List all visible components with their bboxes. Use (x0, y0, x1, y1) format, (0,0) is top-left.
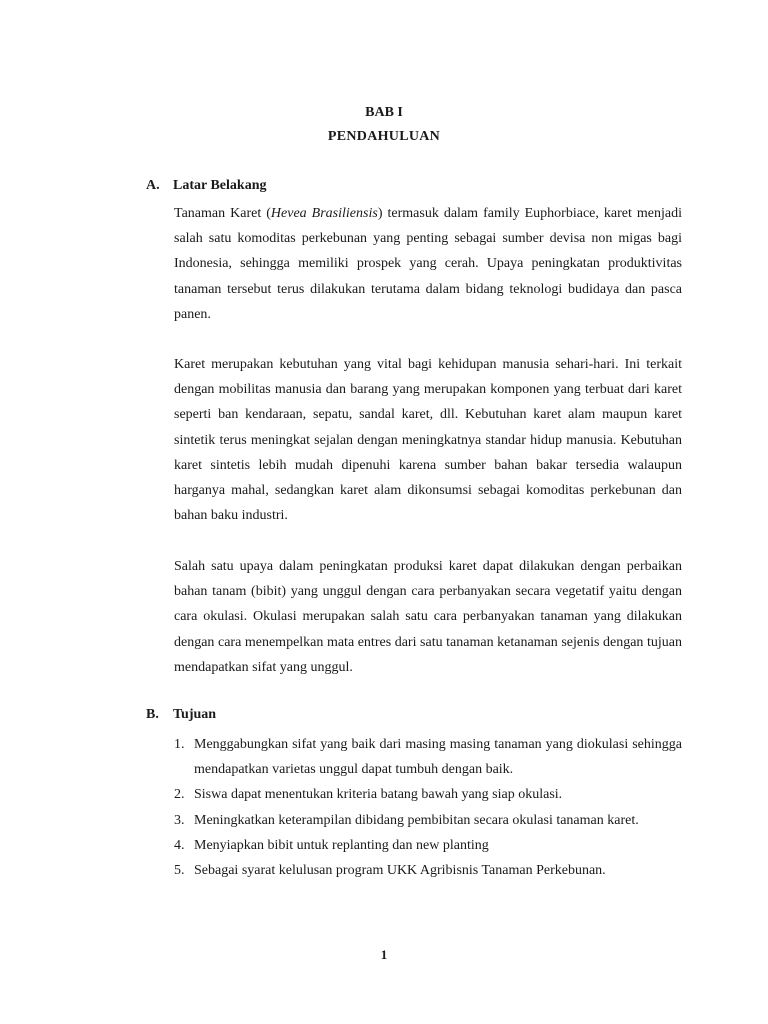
list-item-number: 3. (174, 812, 185, 828)
chapter-number: BAB I (365, 105, 403, 120)
list-item-text: Siswa dapat menentukan kriteria batang bawah yang siap okulasi. (194, 787, 563, 803)
list-item-number: 4. (174, 837, 185, 853)
list-item (174, 732, 682, 782)
goals-list (174, 732, 682, 883)
chapter-title: PENDAHULUAN (327, 129, 441, 144)
section-title: Latar Belakang (173, 178, 267, 193)
paragraph-2: Karet merupakan kebutuhan yang vital bagi kehidupan manusia sehari-hari. Ini terkait dengan mobilitas manusia dan barang yang merupakan komponen yang terbuat dari karet seperti ban kendaraan, sepatu, sandal karet, dll. Kebutuhan karet alam maupun karet sintetik terus meningkat sejalan dengan meningkatnya standar hidup manusia. Kebutuhan karet sintetis lebih mudah dipenuhi karena sumber bahan bakar tersedia walaupun harganya mahal, sedangkan karet alam dikonsumsi sebagai komoditas perkebunan dan bahan baku industri. (174, 357, 682, 524)
section-letter: A. (146, 178, 160, 193)
list-item (174, 858, 682, 883)
paragraph-1 (174, 201, 682, 327)
list-item-number: 2. (174, 787, 185, 803)
list-item (174, 782, 682, 807)
section-letter: B. (146, 707, 159, 722)
list-item-text: Meningkatkan keterampilan dibidang pembibitan secara okulasi tanaman karet. (194, 812, 639, 828)
paragraph-1-text-start: Tanaman Karet ( (174, 206, 271, 221)
list-item (174, 833, 682, 858)
list-item-text: Menggabungkan sifat yang baik dari masing masing tanaman yang diokulasi sehingga mendapatkan varietas unggul dapat tumbuh dengan baik. (194, 737, 682, 778)
section-heading-tujuan (146, 707, 216, 723)
paragraph-3: Salah satu upaya dalam peningkatan produksi karet dapat dilakukan dengan perbaikan bahan tanam (bibit) yang unggul dengan cara perbanyakan secara vegetatif yaitu dengan cara okulasi. Okulasi merupakan salah satu cara perbanyakan tanaman yang dilakukan dengan cara menempelkan mata entres dari satu tanaman ketanaman sejenis dengan tujuan mendapatkan sifat yang unggul. (174, 559, 682, 675)
section-heading-latar-belakang (146, 178, 266, 194)
list-item-number: 1. (174, 737, 185, 752)
paragraph-1-text-rest: ) termasuk dalam family Euphorbiace, karet menjadi salah satu komoditas perkebunan yang penting sebagai sumber devisa non migas bagi Indonesia, sehingga memiliki prospek yang cerah. Upaya peningkatan produktivitas tanaman tersebut terus dilakukan terutama dalam bidang teknologi budidaya dan pasca panen. (174, 206, 683, 322)
list-item-number: 5. (174, 863, 185, 879)
scientific-name: Hevea Brasiliensis (270, 206, 378, 221)
list-item-text: Menyiapkan bibit untuk replanting dan new planting (194, 837, 489, 853)
page-number: 1 (380, 947, 388, 962)
list-item (174, 808, 682, 833)
section-title: Tujuan (173, 707, 217, 722)
list-item-text: Sebagai syarat kelulusan program UKK Agribisnis Tanaman Perkebunan. (194, 863, 606, 879)
